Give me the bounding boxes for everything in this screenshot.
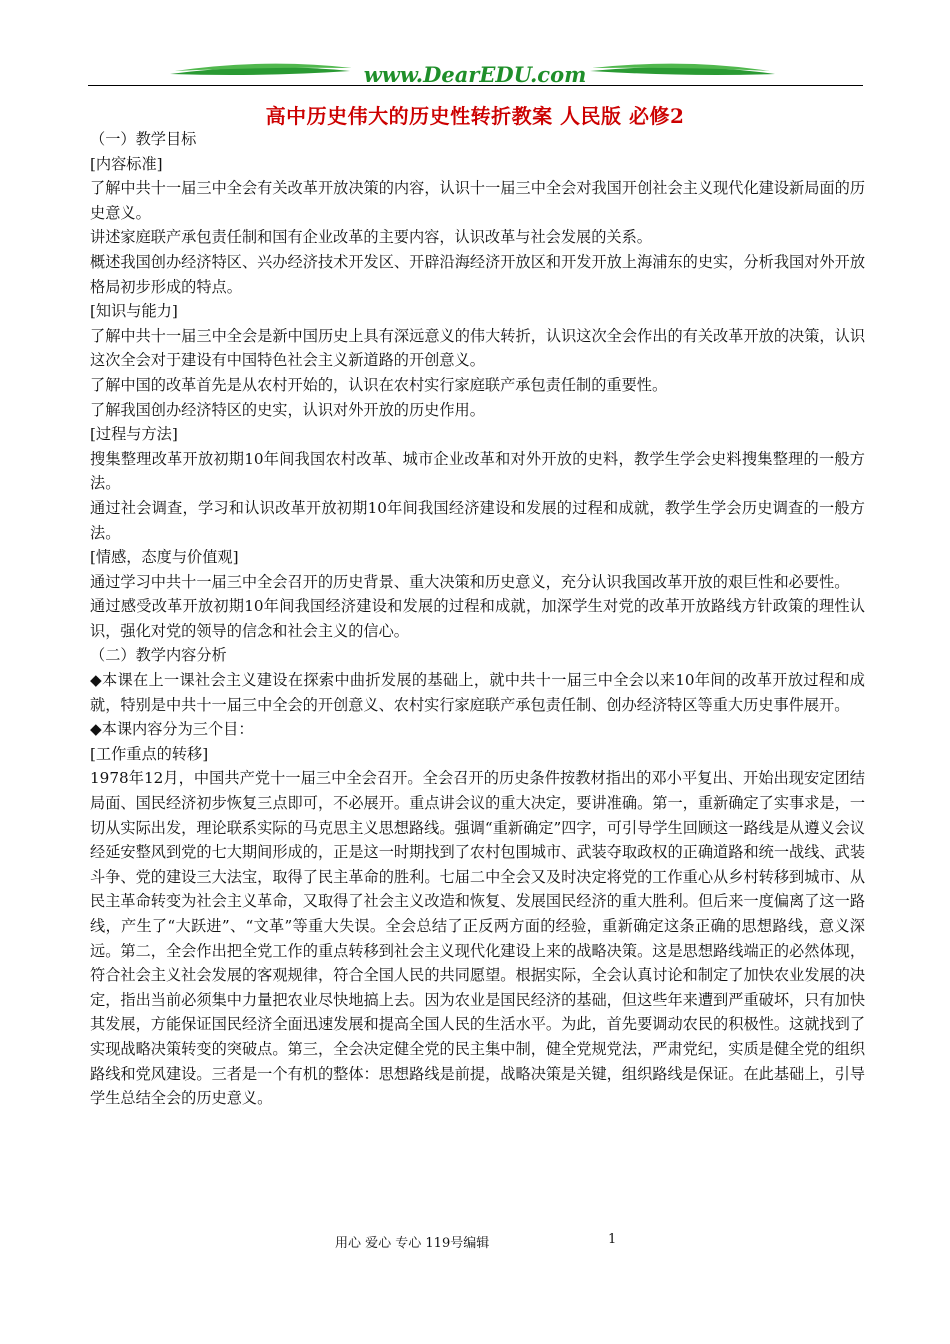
section-heading: （一）教学目标	[90, 130, 197, 148]
body-paragraph: 讲述家庭联产承包责任制和国有企业改革的主要内容，认识改革与社会发展的关系。	[90, 228, 652, 247]
body-paragraph: 了解我国创办经济特区的史实，认识对外开放的历史作用。	[90, 400, 485, 419]
subsection-heading: [知识与能力]	[90, 302, 178, 321]
body-paragraph: 通过学习中共十一届三中全会召开的历史背景、重大决策和历史意义，充分认识我国改革开放的艰巨性和必要性。	[90, 572, 850, 591]
site-logo-text: www.DearEDU.com	[363, 62, 587, 87]
body-paragraph: 通过社会调查，学习和认识改革开放初期10年间我国经济建设和发展的过程和成就，教学生学会历史调查的一般方法。	[90, 498, 865, 542]
body-paragraph: 了解中共十一届三中全会有关改革开放决策的内容，认识十一届三中全会对我国开创社会主义现代化建设新局面的历史意义。	[90, 179, 865, 222]
body-paragraph: 1978年12月，中国共产党十一届三中全会召开。全会召开的历史条件按教材指出的邓小平复出、开始出现安定团结局面、国民经济初步恢复三点即可，不必展开。重点讲会议的重大决定，要讲准确。第一，重新确定了实事求是，一切从实际出发，理论联系实际的马克思主义思想路线。强调“重新确定”四字，可引导学生回顾这一路线是从遵义会议经延安整风到党的七大期间形成的，正是这一时期找到了农村包围城市、武装夺取政权的正确道路和统一战线、武装斗争、党的建设三大法宝，取得了民主革命的胜利。七届二中全会又及时决定将党的工作重心从乡村转移到城市、从民主革命转变为社会主义革命，又取得了社会主义改造和恢复、发展国民经济的重大胜利。但后来一度偏离了这一路线，产生了“大跃进”、“文革”等重大失误。全会总结了正反两方面的经验，重新确定这条正确的思想路线，意义深远。第二，全会作出把全党工作的重点转移到社会主义现代化建设上来的战略决策。这是思想路线端正的必然体现，符合社会主义社会发展的客观规律，符合全国人民的共同愿望。根据实际，全会认真讨论和制定了加快农业发展的决定，指出当前必须集中力量把农业尽快地搞上去。因为农业是国民经济的基础，但这些年来遭到严重破坏，只有加快其发展，方能保证国民经济全面迅速发展和提高全国人民的生活水平。为此，首先要调动农民的积极性。这就找到了实现战略决策转变的突破点。第三，全会决定健全党的民主集中制，健全党规党法，严肃党纪，实质是健全党的组织路线和党风建设。三者是一个有机的整体：思想路线是前提，战略决策是关键，组织路线是保证。在此基础上，引导学生总结全会的历史意义。	[90, 769, 865, 1108]
site-header-banner	[0, 52, 950, 102]
body-paragraph: 搜集整理改革开放初期10年间我国农村改革、城市企业改革和对外开放的史料，教学生学会史料搜集整理的一般方法。	[90, 449, 865, 493]
subsection-heading: [情感，态度与价值观]	[90, 548, 239, 567]
body-paragraph: 了解中共十一届三中全会是新中国历史上具有深远意义的伟大转折，认识这次全会作出的有关改革开放的决策，认识这次全会对于建设有中国特色社会主义新道路的开创意义。	[90, 326, 865, 370]
subsection-heading: [内容标准]	[90, 154, 163, 173]
page-number: 1	[608, 1232, 617, 1247]
subsection-heading: [过程与方法]	[90, 425, 178, 444]
section-heading: （二）教学内容分析	[90, 646, 227, 665]
document-title: 高中历史伟大的历史性转折教案 人民版 必修2	[265, 104, 685, 128]
header-divider	[88, 85, 863, 86]
footer-text: 用心 爱心 专心 119号编辑	[335, 1236, 490, 1251]
subsection-heading: [工作重点的转移]	[90, 744, 209, 763]
body-paragraph: 概述我国创办经济特区、兴办经济技术开发区、开辟沿海经济开放区和开发开放上海浦东的史实，分析我国对外开放格局初步形成的特点。	[90, 252, 865, 296]
body-paragraph: 了解中国的改革首先是从农村开始的，认识在农村实行家庭联产承包责任制的重要性。	[90, 375, 668, 394]
body-paragraph: ◆本课在上一课社会主义建设在探索中曲折发展的基础上，就中共十一届三中全会以来10年间的改革开放过程和成就，特别是中共十一届三中全会的开创意义、农村实行家庭联产承包责任制、创办经济特区等重大历史事件展开。	[90, 671, 865, 714]
body-paragraph: ◆本课内容分为三个目：	[90, 720, 254, 739]
body-paragraph: 通过感受改革开放初期10年间我国经济建设和发展的过程和成就，加深学生对党的改革开放路线方针政策的理性认识，强化对党的领导的信念和社会主义的信心。	[90, 597, 865, 640]
document-body	[90, 127, 865, 1111]
green-swoosh-logo	[0, 52, 950, 102]
page-footer	[0, 1232, 950, 1256]
